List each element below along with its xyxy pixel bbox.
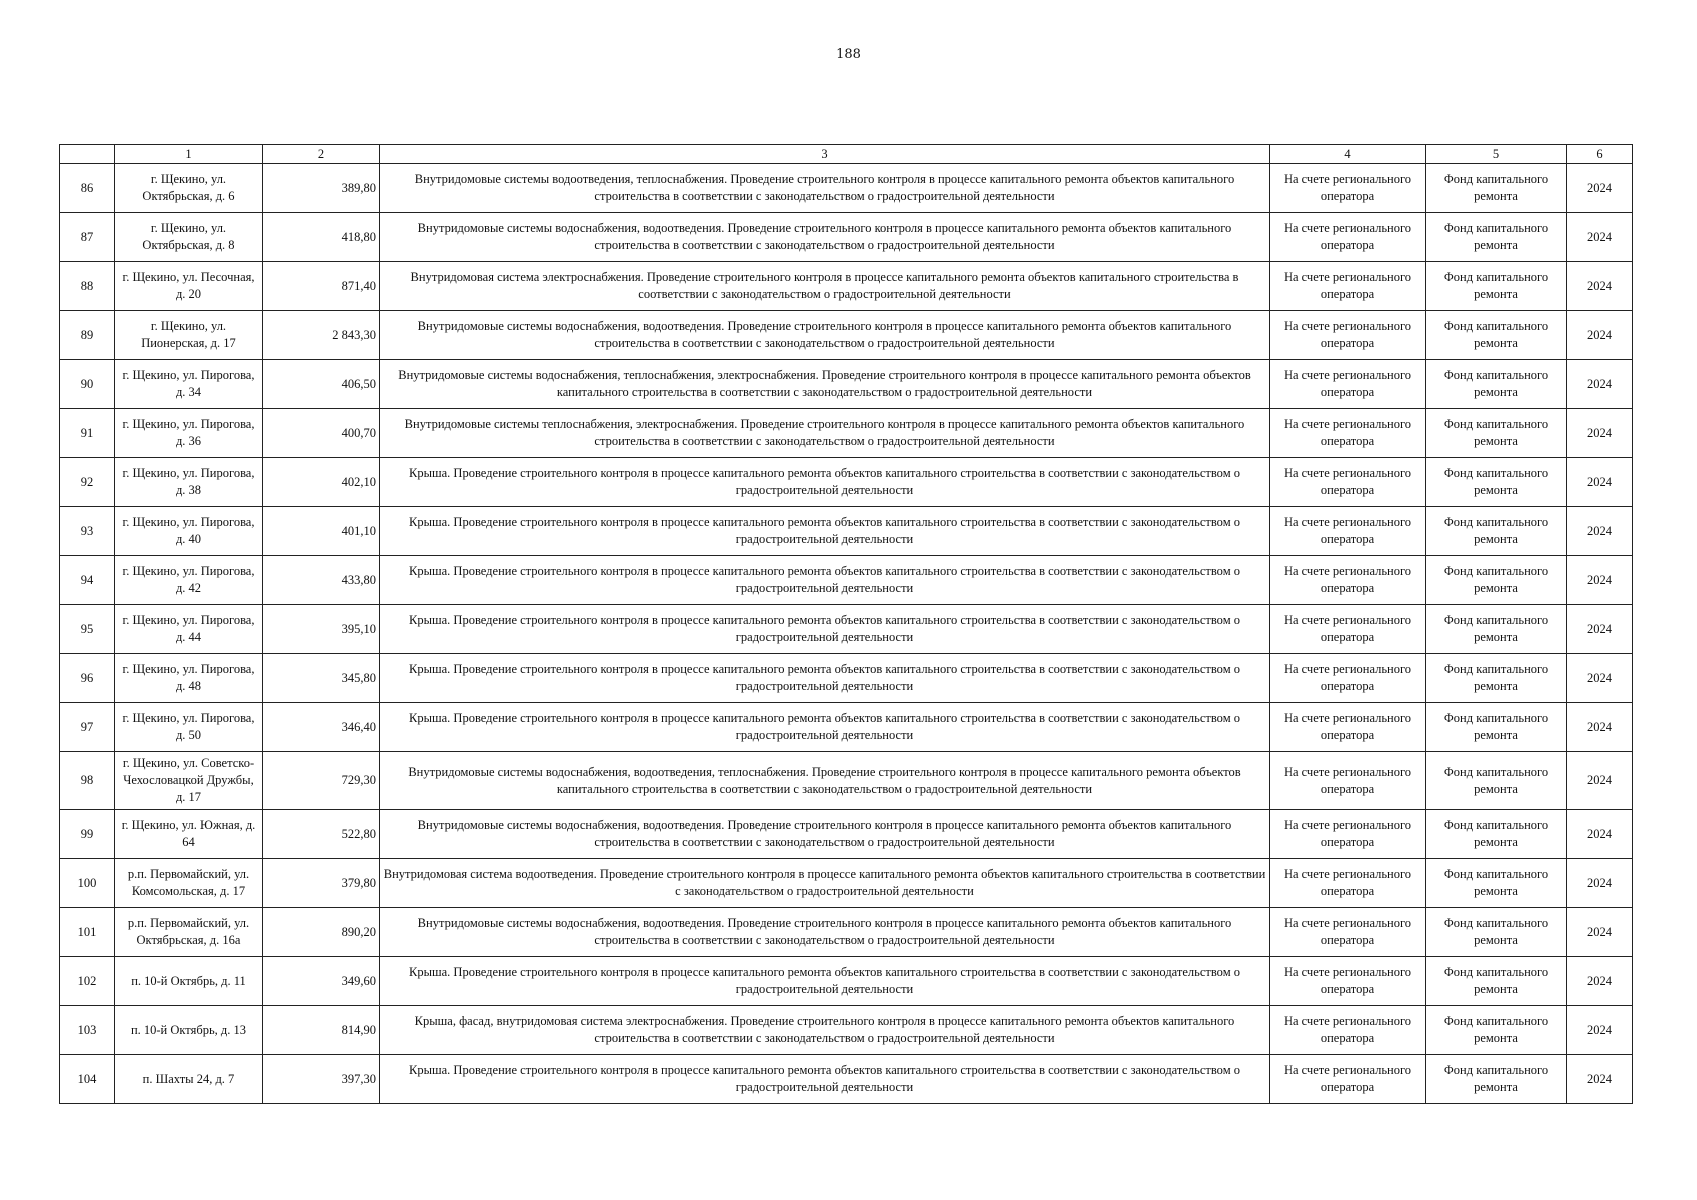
funding-source-cell: Фонд капитального ремонта — [1426, 1055, 1567, 1104]
work-description-cell: Внутридомовая система электроснабжения. Проведение строительного контроля в процессе капитального ремонта объектов капитального строительства в соответствии с законодательством о градостроительной деятельности — [380, 262, 1270, 311]
account-cell: На счете регионального оператора — [1270, 908, 1426, 957]
work-description-cell: Внутридомовая система водоотведения. Проведение строительного контроля в процессе капитального ремонта объектов капитального строительства в соответствии с законодательством о градостроительной деятельности — [380, 859, 1270, 908]
table-row — [60, 164, 1633, 213]
year-cell: 2024 — [1567, 1055, 1633, 1104]
address-cell: г. Щекино, ул. Пирогова, д. 50 — [115, 703, 263, 752]
funding-source-cell: Фонд капитального ремонта — [1426, 164, 1567, 213]
work-description-cell: Внутридомовые системы водоснабжения, теплоснабжения, электроснабжения. Проведение строительного контроля в процессе капитального ремонта объектов капитального строительства в соответствии с законодательством о градостроительной деятельности — [380, 360, 1270, 409]
address-cell: р.п. Первомайский, ул. Комсомольская, д. 17 — [115, 859, 263, 908]
year-cell: 2024 — [1567, 605, 1633, 654]
work-description-cell: Внутридомовые системы водоснабжения, водоотведения. Проведение строительного контроля в процессе капитального ремонта объектов капитального строительства в соответствии с законодательством о градостроительной деятельности — [380, 213, 1270, 262]
funding-source-cell: Фонд капитального ремонта — [1426, 262, 1567, 311]
row-number: 93 — [60, 507, 115, 556]
row-number: 101 — [60, 908, 115, 957]
area-cell: 395,10 — [263, 605, 380, 654]
account-cell: На счете регионального оператора — [1270, 1006, 1426, 1055]
year-cell: 2024 — [1567, 908, 1633, 957]
row-number: 88 — [60, 262, 115, 311]
work-description-cell: Крыша. Проведение строительного контроля в процессе капитального ремонта объектов капитального строительства в соответствии с законодательством о градостроительной деятельности — [380, 556, 1270, 605]
work-description-cell: Внутридомовые системы водоснабжения, водоотведения. Проведение строительного контроля в процессе капитального ремонта объектов капитального строительства в соответствии с законодательством о градостроительной деятельности — [380, 810, 1270, 859]
area-cell: 433,80 — [263, 556, 380, 605]
table-row — [60, 908, 1633, 957]
row-number: 95 — [60, 605, 115, 654]
table-row — [60, 859, 1633, 908]
table-row — [60, 703, 1633, 752]
work-description-cell: Крыша. Проведение строительного контроля в процессе капитального ремонта объектов капитального строительства в соответствии с законодательством о градостроительной деятельности — [380, 1055, 1270, 1104]
area-cell: 406,50 — [263, 360, 380, 409]
work-description-cell: Крыша. Проведение строительного контроля в процессе капитального ремонта объектов капитального строительства в соответствии с законодательством о градостроительной деятельности — [380, 957, 1270, 1006]
area-cell: 402,10 — [263, 458, 380, 507]
address-cell: г. Щекино, ул. Октябрьская, д. 8 — [115, 213, 263, 262]
table-row — [60, 556, 1633, 605]
address-cell: г. Щекино, ул. Пирогова, д. 44 — [115, 605, 263, 654]
funding-source-cell: Фонд капитального ремонта — [1426, 859, 1567, 908]
area-cell: 890,20 — [263, 908, 380, 957]
area-cell: 400,70 — [263, 409, 380, 458]
funding-source-cell: Фонд капитального ремонта — [1426, 752, 1567, 810]
work-description-cell: Внутридомовые системы водоснабжения, водоотведения, теплоснабжения. Проведение строительного контроля в процессе капитального ремонта объектов капитального строительства в соответствии с законодательством о градостроительной деятельности — [380, 752, 1270, 810]
account-cell: На счете регионального оператора — [1270, 1055, 1426, 1104]
row-number: 86 — [60, 164, 115, 213]
row-number: 103 — [60, 1006, 115, 1055]
funding-source-cell: Фонд капитального ремонта — [1426, 810, 1567, 859]
area-cell: 389,80 — [263, 164, 380, 213]
account-cell: На счете регионального оператора — [1270, 810, 1426, 859]
year-cell: 2024 — [1567, 164, 1633, 213]
column-number: 6 — [1567, 145, 1633, 164]
column-number: 5 — [1426, 145, 1567, 164]
funding-source-cell: Фонд капитального ремонта — [1426, 409, 1567, 458]
account-cell: На счете регионального оператора — [1270, 164, 1426, 213]
area-cell: 871,40 — [263, 262, 380, 311]
column-number: 3 — [380, 145, 1270, 164]
account-cell: На счете регионального оператора — [1270, 409, 1426, 458]
year-cell: 2024 — [1567, 859, 1633, 908]
account-cell: На счете регионального оператора — [1270, 507, 1426, 556]
column-number: 1 — [115, 145, 263, 164]
year-cell: 2024 — [1567, 556, 1633, 605]
table-row — [60, 1055, 1633, 1104]
row-number: 104 — [60, 1055, 115, 1104]
address-cell: г. Щекино, ул. Октябрьская, д. 6 — [115, 164, 263, 213]
address-cell: п. 10-й Октябрь, д. 11 — [115, 957, 263, 1006]
address-cell: г. Щекино, ул. Пирогова, д. 40 — [115, 507, 263, 556]
account-cell: На счете регионального оператора — [1270, 654, 1426, 703]
area-cell: 379,80 — [263, 859, 380, 908]
year-cell: 2024 — [1567, 311, 1633, 360]
funding-source-cell: Фонд капитального ремонта — [1426, 556, 1567, 605]
account-cell: На счете регионального оператора — [1270, 262, 1426, 311]
table-row — [60, 360, 1633, 409]
column-number: 2 — [263, 145, 380, 164]
funding-source-cell: Фонд капитального ремонта — [1426, 458, 1567, 507]
work-description-cell: Внутридомовые системы водоотведения, теплоснабжения. Проведение строительного контроля в процессе капитального ремонта объектов капитального строительства в соответствии с законодательством о градостроительной деятельности — [380, 164, 1270, 213]
table-row — [60, 1006, 1633, 1055]
table-row — [60, 654, 1633, 703]
address-cell: г. Щекино, ул. Южная, д. 64 — [115, 810, 263, 859]
area-cell: 401,10 — [263, 507, 380, 556]
year-cell: 2024 — [1567, 458, 1633, 507]
work-description-cell: Крыша. Проведение строительного контроля в процессе капитального ремонта объектов капитального строительства в соответствии с законодательством о градостроительной деятельности — [380, 507, 1270, 556]
year-cell: 2024 — [1567, 810, 1633, 859]
year-cell: 2024 — [1567, 409, 1633, 458]
row-number: 90 — [60, 360, 115, 409]
address-cell: п. Шахты 24, д. 7 — [115, 1055, 263, 1104]
row-number: 94 — [60, 556, 115, 605]
address-cell: г. Щекино, ул. Пирогова, д. 34 — [115, 360, 263, 409]
column-number-row — [60, 145, 1633, 164]
row-number: 98 — [60, 752, 115, 810]
funding-source-cell: Фонд капитального ремонта — [1426, 908, 1567, 957]
year-cell: 2024 — [1567, 213, 1633, 262]
address-cell: р.п. Первомайский, ул. Октябрьская, д. 16а — [115, 908, 263, 957]
address-cell: г. Щекино, ул. Пирогова, д. 48 — [115, 654, 263, 703]
work-description-cell: Крыша. Проведение строительного контроля в процессе капитального ремонта объектов капитального строительства в соответствии с законодательством о градостроительной деятельности — [380, 654, 1270, 703]
table-row — [60, 507, 1633, 556]
work-description-cell: Крыша. Проведение строительного контроля в процессе капитального ремонта объектов капитального строительства в соответствии с законодательством о градостроительной деятельности — [380, 605, 1270, 654]
table-row — [60, 458, 1633, 507]
account-cell: На счете регионального оператора — [1270, 957, 1426, 1006]
address-cell: г. Щекино, ул. Пирогова, д. 36 — [115, 409, 263, 458]
table-row — [60, 605, 1633, 654]
row-number: 102 — [60, 957, 115, 1006]
funding-source-cell: Фонд капитального ремонта — [1426, 605, 1567, 654]
area-cell: 349,60 — [263, 957, 380, 1006]
account-cell: На счете регионального оператора — [1270, 605, 1426, 654]
work-description-cell: Крыша. Проведение строительного контроля в процессе капитального ремонта объектов капитального строительства в соответствии с законодательством о градостроительной деятельности — [380, 703, 1270, 752]
funding-source-cell: Фонд капитального ремонта — [1426, 654, 1567, 703]
account-cell: На счете регионального оператора — [1270, 752, 1426, 810]
row-number: 100 — [60, 859, 115, 908]
year-cell: 2024 — [1567, 1006, 1633, 1055]
address-cell: г. Щекино, ул. Пионерская, д. 17 — [115, 311, 263, 360]
area-cell: 729,30 — [263, 752, 380, 810]
row-number: 87 — [60, 213, 115, 262]
account-cell: На счете регионального оператора — [1270, 703, 1426, 752]
table-row — [60, 810, 1633, 859]
funding-source-cell: Фонд капитального ремонта — [1426, 507, 1567, 556]
funding-source-cell: Фонд капитального ремонта — [1426, 311, 1567, 360]
account-cell: На счете регионального оператора — [1270, 360, 1426, 409]
funding-source-cell: Фонд капитального ремонта — [1426, 360, 1567, 409]
area-cell: 522,80 — [263, 810, 380, 859]
account-cell: На счете регионального оператора — [1270, 458, 1426, 507]
row-number: 97 — [60, 703, 115, 752]
address-cell: г. Щекино, ул. Пирогова, д. 38 — [115, 458, 263, 507]
year-cell: 2024 — [1567, 654, 1633, 703]
table-row — [60, 213, 1633, 262]
account-cell: На счете регионального оператора — [1270, 213, 1426, 262]
address-cell: г. Щекино, ул. Пирогова, д. 42 — [115, 556, 263, 605]
account-cell: На счете регионального оператора — [1270, 859, 1426, 908]
work-description-cell: Внутридомовые системы теплоснабжения, электроснабжения. Проведение строительного контроля в процессе капитального ремонта объектов капитального строительства в соответствии с законодательством о градостроительной деятельности — [380, 409, 1270, 458]
year-cell: 2024 — [1567, 703, 1633, 752]
address-cell: п. 10-й Октябрь, д. 13 — [115, 1006, 263, 1055]
work-description-cell: Крыша. Проведение строительного контроля в процессе капитального ремонта объектов капитального строительства в соответствии с законодательством о градостроительной деятельности — [380, 458, 1270, 507]
area-cell: 2 843,30 — [263, 311, 380, 360]
funding-source-cell: Фонд капитального ремонта — [1426, 703, 1567, 752]
table-row — [60, 262, 1633, 311]
row-number: 92 — [60, 458, 115, 507]
work-description-cell: Внутридомовые системы водоснабжения, водоотведения. Проведение строительного контроля в процессе капитального ремонта объектов капитального строительства в соответствии с законодательством о градостроительной деятельности — [380, 311, 1270, 360]
year-cell: 2024 — [1567, 507, 1633, 556]
year-cell: 2024 — [1567, 957, 1633, 1006]
account-cell: На счете регионального оператора — [1270, 311, 1426, 360]
table-row — [60, 311, 1633, 360]
row-number: 89 — [60, 311, 115, 360]
address-cell: г. Щекино, ул. Советско-Чехословацкой Дружбы, д. 17 — [115, 752, 263, 810]
table-row — [60, 752, 1633, 810]
account-cell: На счете регионального оператора — [1270, 556, 1426, 605]
funding-source-cell: Фонд капитального ремонта — [1426, 957, 1567, 1006]
table-row — [60, 409, 1633, 458]
area-cell: 346,40 — [263, 703, 380, 752]
funding-source-cell: Фонд капитального ремонта — [1426, 213, 1567, 262]
column-number — [60, 145, 115, 164]
page-number: 188 — [836, 47, 861, 62]
table-row — [60, 957, 1633, 1006]
row-number: 99 — [60, 810, 115, 859]
row-number: 96 — [60, 654, 115, 703]
year-cell: 2024 — [1567, 360, 1633, 409]
funding-source-cell: Фонд капитального ремонта — [1426, 1006, 1567, 1055]
area-cell: 397,30 — [263, 1055, 380, 1104]
year-cell: 2024 — [1567, 262, 1633, 311]
address-cell: г. Щекино, ул. Песочная, д. 20 — [115, 262, 263, 311]
year-cell: 2024 — [1567, 752, 1633, 810]
area-cell: 418,80 — [263, 213, 380, 262]
work-description-cell: Крыша, фасад, внутридомовая система электроснабжения. Проведение строительного контроля в процессе капитального ремонта объектов капитального строительства в соответствии с законодательством о градостроительной деятельности — [380, 1006, 1270, 1055]
capital-repair-table — [59, 144, 1633, 1104]
column-number: 4 — [1270, 145, 1426, 164]
row-number: 91 — [60, 409, 115, 458]
work-description-cell: Внутридомовые системы водоснабжения, водоотведения. Проведение строительного контроля в процессе капитального ремонта объектов капитального строительства в соответствии с законодательством о градостроительной деятельности — [380, 908, 1270, 957]
area-cell: 345,80 — [263, 654, 380, 703]
area-cell: 814,90 — [263, 1006, 380, 1055]
